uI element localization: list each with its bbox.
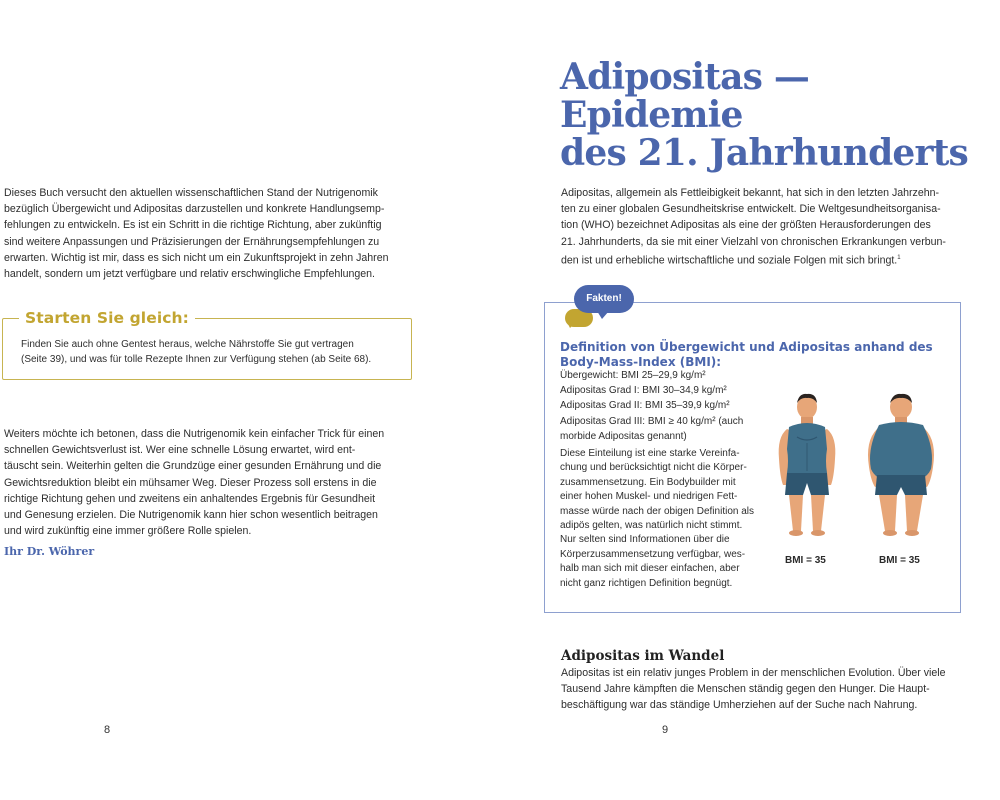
text-line: Adipositas ist ein relativ junges Problem in der menschlichen Evolution. Über viele xyxy=(561,667,946,679)
page-number-left: 8 xyxy=(104,724,111,736)
bmi-item: Adipositas Grad II: BMI 35–39,9 kg/m² xyxy=(560,400,730,412)
starten-heading: Starten Sie gleich: xyxy=(19,309,195,327)
text-line: Weiters möchte ich betonen, dass die Nutrigenomik kein einfacher Trick für einen xyxy=(4,428,385,440)
text-line: und Genesung erzielen. Die Nutrigenomik kann hier schon wesentlich beitragen xyxy=(4,509,378,522)
bmi-item: Adipositas Grad I: BMI 30–34,9 kg/m² xyxy=(560,385,727,397)
text-line: Nur selten sind Informationen über die xyxy=(560,534,730,546)
bmi-label-bodybuilder: BMI = 35 xyxy=(785,555,826,566)
text-line xyxy=(561,250,953,269)
text-line: Adipositas, allgemein als Fettleibigkeit bekannt, hat sich in den letzten Jahrzehn- xyxy=(561,187,940,199)
obese-figure-icon xyxy=(868,394,934,536)
text-line: einer hohen Muskel- und niedrigen Fett- xyxy=(560,491,738,503)
text-line: zusammensetzung. Ein Bodybuilder mit xyxy=(560,476,736,488)
muscular-figure-icon xyxy=(779,394,836,536)
title-line: Adipositas — Epidemie xyxy=(560,56,810,136)
text-line: chung und berücksichtigt nicht die Körper- xyxy=(560,462,747,474)
heading-line: Definition von Übergewicht und Adipositas anhand des xyxy=(560,340,933,354)
text-line: 21. Jahrhunderts, da sie mit einer Vielzahl von chronischen Erkrankungen verbun- xyxy=(561,235,946,248)
bmi-explanation xyxy=(560,447,765,591)
bmi-item: Adipositas Grad III: BMI ≥ 40 kg/m² (auch xyxy=(560,415,744,427)
text-line: adipös gelten, was natürlich nicht stimmt. xyxy=(560,520,743,532)
text-line: Tausend Jahre kämpften die Menschen ständig gegen den Hunger. Die Haupt- xyxy=(561,683,930,696)
text-line: beschäftigung war das ständige Umherziehen auf der Suche nach Nahrung. xyxy=(561,699,918,712)
heading-line: Body-Mass-Index (BMI): xyxy=(560,354,722,369)
page-number-right: 9 xyxy=(662,724,669,736)
text-line: masse würde nach der obigen Definition als xyxy=(560,505,754,517)
text-line: Finden Sie auch ohne Gentest heraus, welche Nährstoffe Sie gut vertragen xyxy=(21,339,354,350)
bmi-label-obese: BMI = 35 xyxy=(879,555,920,566)
chapter-title xyxy=(560,58,1000,172)
second-paragraph xyxy=(4,426,400,539)
text-line: Dieses Buch versucht den aktuellen wissenschaftlichen Stand der Nutrigenomik xyxy=(4,187,378,199)
text-line: tion (WHO) bezeichnet Adipositas als eine der größten Herausforderungen des xyxy=(561,219,931,232)
wandel-paragraph xyxy=(561,665,961,714)
bmi-definition-list xyxy=(560,368,780,444)
text-line: und wird zukünftig eine immer größere Rolle spielen. xyxy=(4,525,252,538)
fakten-heading xyxy=(560,340,950,369)
footnote-mark: 1 xyxy=(897,254,901,261)
text-line: Diese Einteilung ist eine starke Vereinfa- xyxy=(560,448,740,459)
starten-text xyxy=(21,337,401,367)
text-line: richtige Richtung gehen und zweitens ein anhaltendes Ergebnis für Gesundheit xyxy=(4,492,376,505)
text-line: erwarten. Wichtig ist mir, dass es sich nicht um ein Zukunftsprojekt in zehn Jahren xyxy=(4,251,389,264)
fakten-box xyxy=(544,293,961,613)
text-line: Körperzusammensetzung verfügbar, wes- xyxy=(560,548,746,560)
text-line: bezüglich Übergewicht und Adipositas darzustellen und konkrete Handlungsemp- xyxy=(4,203,385,216)
right-intro-paragraph xyxy=(561,185,953,269)
starten-callout-box xyxy=(2,309,412,380)
text-line: handelt, sondern um jetzt verfügbare und relativ erschwingliche Empfehlungen. xyxy=(4,268,375,281)
bodybuilder-vs-obese-illustration xyxy=(769,389,959,549)
bmi-item: morbide Adipositas genannt) xyxy=(560,430,687,442)
wandel-heading: Adipositas im Wandel xyxy=(561,648,725,664)
text-line: ten zu einer globalen Gesundheitskrise entwickelt. Die Weltgesundheitsorganisa- xyxy=(561,203,941,216)
text-line: täuscht sein. Weiterhin gelten die Grundzüge einer gesunden Ernährung und die xyxy=(4,460,382,473)
bmi-item: Übergewicht: BMI 25–29,9 kg/m² xyxy=(560,370,706,381)
text-line: (Seite 39), und was für tolle Rezepte Ihnen zur Verfügung stehen (ab Seite 68). xyxy=(21,354,372,365)
intro-paragraph xyxy=(4,185,396,282)
text-line: sind weitere Anpassungen und Präzisierungen der Ernährungsempfehlungen zu xyxy=(4,235,380,248)
text-line: nicht ganz richtigen Definition begnügt. xyxy=(560,577,733,589)
speech-bubble-small-tail xyxy=(567,322,576,328)
fakten-bubble: Fakten! xyxy=(574,285,634,313)
signature: Ihr Dr. Wöhrer xyxy=(4,545,95,558)
title-line: des 21. Jahrhunderts xyxy=(560,132,969,174)
text-line: schnellen Gewichtsverlust ist. Wer eine schnelle Lösung erwartet, wird ent- xyxy=(4,444,356,457)
text-line: fehlungen zu entwickeln. Es ist ein Schritt in die richtige Richtung, aber zukünftig xyxy=(4,219,382,232)
text-line: halb man sich mit dieser einfachen, aber xyxy=(560,563,740,575)
right-page xyxy=(500,0,1000,800)
text-line-content: den ist und erhebliche wirtschaftliche und soziale Folgen mit sich bringt. xyxy=(561,254,898,267)
text-line: Gewichtsreduktion bleibt ein mühsamer Weg. Dieser Prozess soll erstens in die xyxy=(4,476,377,489)
